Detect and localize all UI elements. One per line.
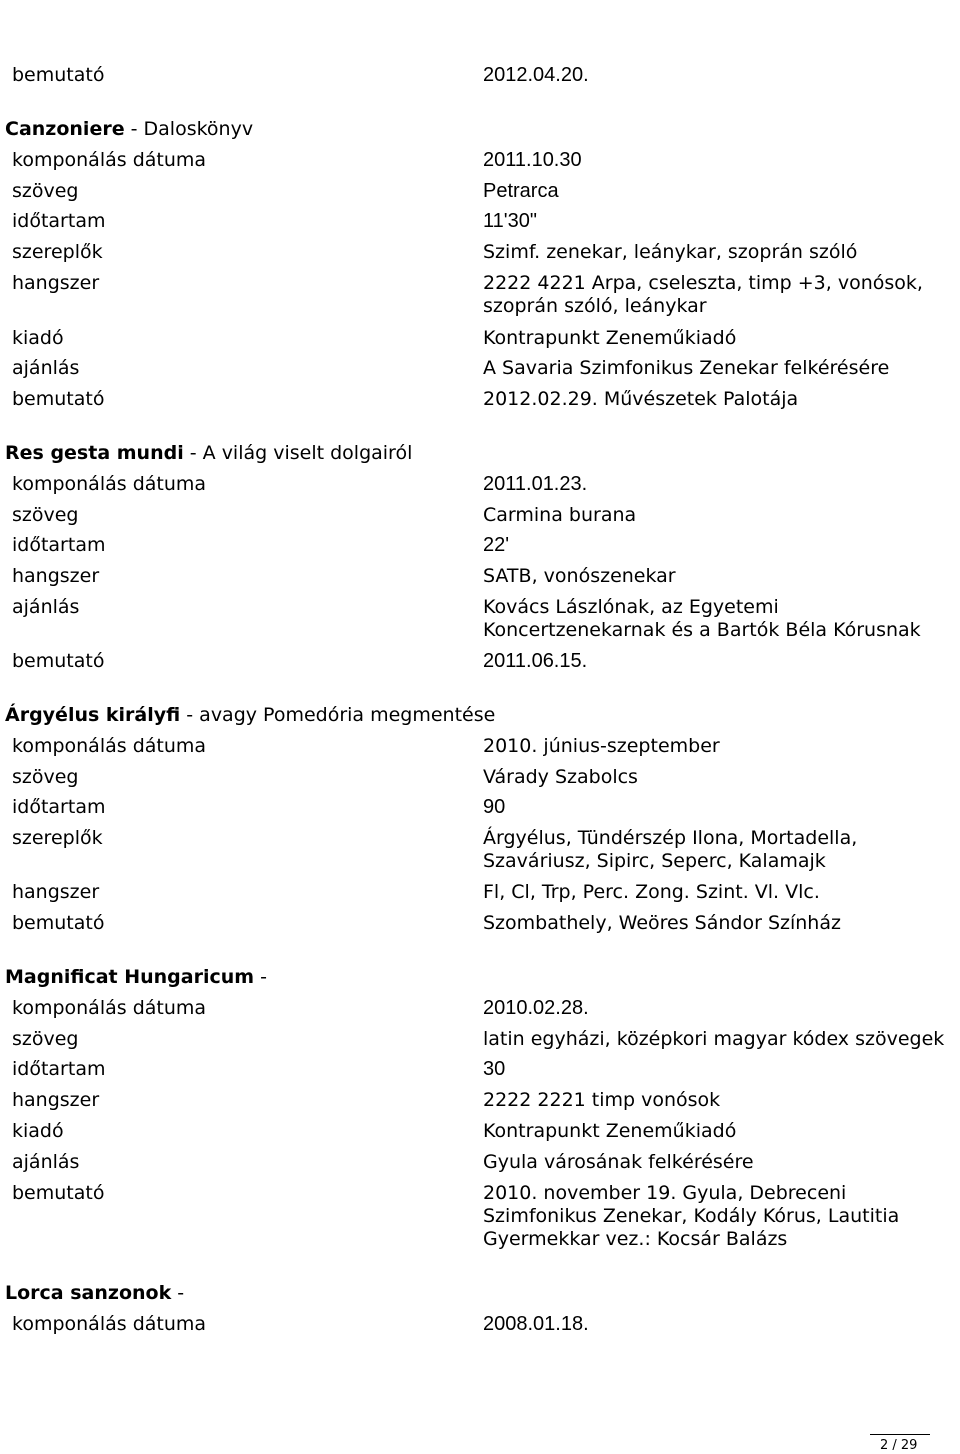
work-title-bold: Res gesta mundi [5, 442, 184, 464]
work-title-bold: Lorca sanzonok [5, 1282, 172, 1304]
field-label: komponálás dátuma [12, 1313, 207, 1335]
field-label: bemutató [12, 388, 105, 410]
field-value-continued: Koncertzenekarnak és a Bartók Béla Kórusnak [483, 619, 921, 641]
field-value: Árgyélus, Tündérszép Ilona, Mortadella, [483, 827, 858, 849]
field-value: 2011.10.30 [483, 149, 582, 171]
field-value: Várady Szabolcs [483, 766, 638, 788]
field-label: időtartam [12, 534, 106, 556]
field-value: latin egyházi, középkori magyar kódex szövegek [483, 1028, 945, 1050]
field-value: 22' [483, 534, 510, 556]
field-label: hangszer [12, 272, 100, 294]
field-label: hangszer [12, 881, 100, 903]
field-value: 2222 4221 Arpa, cseleszta, timp +3, vonósok, [483, 272, 923, 294]
field-label: ajánlás [12, 357, 80, 379]
field-label: szöveg [12, 766, 79, 788]
field-value-continued: Szaváriusz, Sipirc, Seperc, Kalamajk [483, 850, 826, 872]
field-label: bemutató [12, 1182, 105, 1204]
field-value: 2010.02.28. [483, 997, 589, 1019]
field-value: 30 [483, 1058, 506, 1080]
field-label: szereplők [12, 827, 103, 849]
work-title-bold: Magnificat Hungaricum [5, 966, 255, 988]
field-label: ajánlás [12, 1151, 80, 1173]
field-label: időtartam [12, 210, 106, 232]
field-label: szereplők [12, 241, 103, 263]
work-title-bold: Canzoniere [5, 118, 125, 140]
field-value: SATB, vonószenekar [483, 565, 676, 587]
work-subtitle: - Daloskönyv [124, 118, 254, 140]
footer-rule [870, 1434, 930, 1435]
field-label: szöveg [12, 180, 79, 202]
field-label: komponálás dátuma [12, 149, 207, 171]
field-label: ajánlás [12, 596, 80, 618]
field-label: szöveg [12, 1028, 79, 1050]
field-value: Szombathely, Weöres Sándor Színház [483, 912, 841, 934]
work-subtitle: - A világ viselt dolgairól [183, 442, 413, 464]
field-value-continued: Gyermekkar vez.: Kocsár Balázs [483, 1228, 788, 1250]
field-value: 2010. november 19. Gyula, Debreceni [483, 1182, 847, 1204]
field-label: kiadó [12, 327, 64, 349]
field-value: 2011.01.23. [483, 473, 588, 495]
field-label: komponálás dátuma [12, 735, 207, 757]
field-value: Fl, Cl, Trp, Perc. Zong. Szint. Vl. Vlc. [483, 881, 820, 903]
field-value: 2010. június-szeptember [483, 735, 720, 757]
field-label: kiadó [12, 1120, 64, 1142]
page-number: 2 / 29 [880, 1438, 918, 1453]
field-value: Carmina burana [483, 504, 637, 526]
work-subtitle: - avagy Pomedória megmentése [180, 704, 496, 726]
field-value: A Savaria Szimfonikus Zenekar felkérésére [483, 357, 890, 379]
field-value: 2011.06.15. [483, 650, 588, 672]
field-value-continued: Szimfonikus Zenekar, Kodály Kórus, Lautitia [483, 1205, 900, 1227]
field-label: hangszer [12, 565, 100, 587]
field-value: Kontrapunkt Zeneműkiadó [483, 327, 737, 349]
field-value: 90 [483, 796, 506, 818]
field-value: 2222 2221 timp vonósok [483, 1089, 721, 1111]
field-label: komponálás dátuma [12, 473, 207, 495]
work-subtitle: - [254, 966, 267, 988]
work-title [5, 118, 253, 141]
work-title-bold: Árgyélus királyfi [5, 704, 181, 726]
field-label: szöveg [12, 504, 79, 526]
work-title [5, 442, 412, 465]
field-value-continued: szoprán szóló, leánykar [483, 295, 707, 317]
field-label: bemutató [12, 650, 105, 672]
field-label: időtartam [12, 796, 106, 818]
work-title [5, 704, 495, 727]
field-value: Kovács Lászlónak, az Egyetemi [483, 596, 779, 618]
field-value: 2012.02.29. Művészetek Palotája [483, 388, 799, 410]
field-value: 2012.04.20. [483, 64, 589, 86]
work-title [5, 966, 267, 989]
field-label: komponálás dátuma [12, 997, 207, 1019]
work-subtitle: - [171, 1282, 185, 1304]
field-label: bemutató [12, 912, 105, 934]
field-value: 11'30" [483, 210, 537, 232]
field-value: Gyula városának felkérésére [483, 1151, 754, 1173]
field-label: bemutató [12, 64, 105, 86]
field-value: Szimf. zenekar, leánykar, szoprán szóló [483, 241, 858, 263]
field-value: Petrarca [483, 180, 559, 202]
field-value: 2008.01.18. [483, 1313, 589, 1335]
field-value: Kontrapunkt Zeneműkiadó [483, 1120, 737, 1142]
field-label: hangszer [12, 1089, 100, 1111]
field-label: időtartam [12, 1058, 106, 1080]
work-title [5, 1282, 184, 1305]
